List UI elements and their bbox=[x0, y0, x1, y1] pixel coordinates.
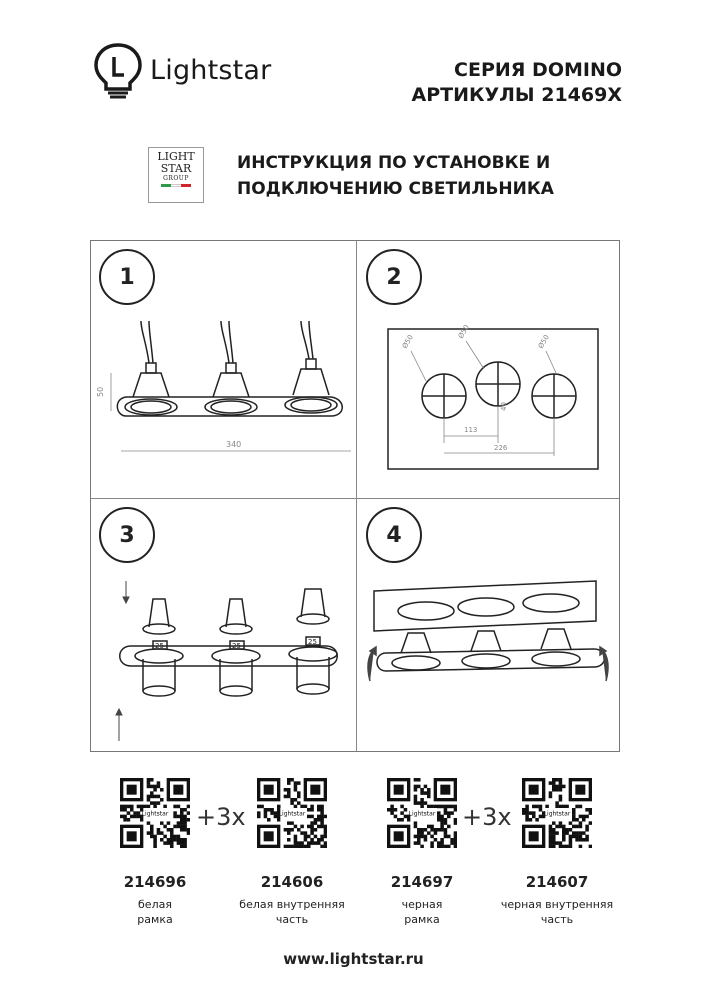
step2-total-label: 226 bbox=[494, 444, 508, 452]
lightbulb-icon bbox=[92, 41, 144, 99]
product-desc-2 bbox=[217, 897, 367, 927]
step3-label-b: 25 bbox=[232, 642, 241, 650]
step3-assembly-drawing bbox=[91, 571, 356, 751]
brand-name: Lightstar bbox=[150, 54, 272, 86]
series-block bbox=[411, 58, 622, 108]
qr-code-214696[interactable] bbox=[120, 778, 190, 848]
step-number-2: 2 bbox=[366, 249, 422, 305]
step1-height-label: 50 bbox=[96, 386, 105, 397]
instruction-title bbox=[237, 150, 554, 202]
product-code-2: 214606 bbox=[260, 873, 324, 891]
footer-website-link[interactable]: www.lightstar.ru bbox=[283, 950, 424, 968]
product-desc-2-line1: белая внутренняя bbox=[239, 898, 345, 911]
group-logo bbox=[148, 147, 204, 203]
product-desc-4 bbox=[482, 897, 632, 927]
qr-code-214607[interactable] bbox=[522, 778, 592, 848]
product-code-4: 214607 bbox=[525, 873, 589, 891]
product-desc-3-line1: черная bbox=[401, 898, 443, 911]
qr-code-214697[interactable] bbox=[387, 778, 457, 848]
multiplier-1: +3x bbox=[196, 803, 246, 831]
series-line: СЕРИЯ DOMINO bbox=[454, 59, 622, 81]
product-desc-3 bbox=[347, 897, 497, 927]
step2-hole3-label: Ø50 bbox=[536, 333, 551, 350]
articles-line: АРТИКУЛЫ 21469X bbox=[411, 84, 622, 106]
step2-hole2-label: Ø50 bbox=[456, 323, 471, 340]
product-desc-3-line2: рамка bbox=[404, 913, 440, 926]
instruction-grid bbox=[90, 240, 620, 752]
qr-brand-label: Lightstar bbox=[543, 810, 571, 818]
group-logo-line3: GROUP bbox=[163, 175, 189, 182]
step2-cutout-drawing bbox=[356, 311, 621, 481]
step-number-4: 4 bbox=[366, 507, 422, 563]
qr-brand-label: Lightstar bbox=[141, 810, 169, 818]
step1-width-label: 340 bbox=[226, 440, 242, 449]
product-desc-1-line1: белая bbox=[138, 898, 172, 911]
step2-vertical-label: 40 bbox=[500, 402, 508, 411]
qr-brand-label: Lightstar bbox=[408, 810, 436, 818]
product-code-1: 214696 bbox=[123, 873, 187, 891]
step3-label-a: 25 bbox=[155, 642, 164, 650]
ceiling-panel bbox=[388, 329, 598, 469]
italian-flag-icon bbox=[161, 184, 191, 187]
qr-brand-label: Lightstar bbox=[278, 810, 306, 818]
step2-spacing-label: 113 bbox=[464, 426, 478, 434]
qr-code-214606[interactable] bbox=[257, 778, 327, 848]
product-desc-2-line2: часть bbox=[275, 913, 309, 926]
product-desc-1 bbox=[80, 897, 230, 927]
instruction-title-line1: ИНСТРУКЦИЯ ПО УСТАНОВКЕ И bbox=[237, 153, 551, 173]
grid-divider-horizontal bbox=[91, 498, 619, 499]
step3-label-c: 25 bbox=[308, 638, 317, 646]
multiplier-2: +3x bbox=[462, 803, 512, 831]
product-desc-4-line1: черная внутренняя bbox=[500, 898, 614, 911]
brand-logo bbox=[92, 40, 271, 100]
step1-fixture-drawing bbox=[91, 311, 356, 471]
product-code-3: 214697 bbox=[390, 873, 454, 891]
step-number-1: 1 bbox=[99, 249, 155, 305]
group-logo-line1: LIGHT bbox=[157, 150, 195, 163]
step2-hole1-label: Ø50 bbox=[400, 333, 415, 350]
instruction-title-line2: ПОДКЛЮЧЕНИЮ СВЕТИЛЬНИКА bbox=[237, 179, 554, 199]
product-desc-4-line2: часть bbox=[540, 913, 574, 926]
group-logo-line2: STAR bbox=[160, 162, 192, 175]
step-number-3: 3 bbox=[99, 507, 155, 563]
step4-insertion-drawing bbox=[356, 571, 621, 751]
product-desc-1-line2: рамка bbox=[137, 913, 173, 926]
